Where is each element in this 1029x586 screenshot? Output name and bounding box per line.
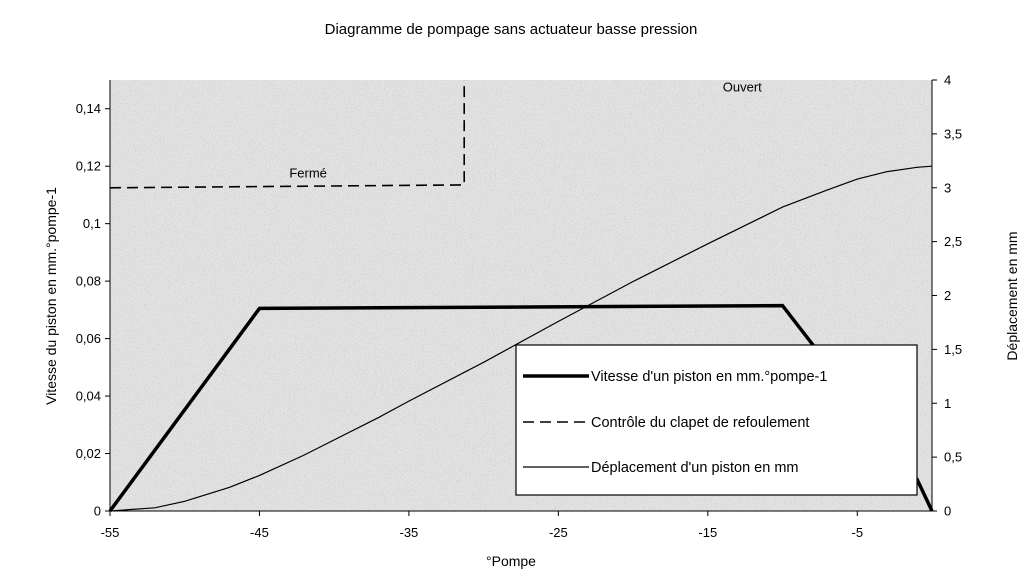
legend-label-clapet: Contrôle du clapet de refoulement — [591, 415, 810, 431]
y-left-tick-label: 0,04 — [75, 388, 101, 404]
legend-label-vitesse: Vitesse d'un piston en mm.°pompe-1 — [591, 369, 828, 385]
y-right-axis-title: Déplacement en mm — [1004, 231, 1020, 361]
chart-title: Diagramme de pompage sans actuateur basse pression — [324, 21, 698, 38]
x-tick-label: -35 — [399, 525, 419, 540]
x-tick-label: -15 — [698, 525, 718, 540]
y-left-tick-label: 0 — [93, 503, 101, 519]
legend-label-deplacement: Déplacement d'un piston en mm — [591, 460, 799, 476]
y-left-axis-title: Vitesse du piston en mm.°pompe-1 — [43, 187, 59, 405]
y-right-tick-label: 2 — [944, 288, 952, 303]
legend — [516, 345, 917, 495]
y-right-tick-label: 0 — [944, 503, 952, 519]
y-right-tick-label: 1,5 — [944, 341, 963, 357]
y-right-tick-label: 3 — [944, 180, 952, 196]
y-right-tick-label: 4 — [944, 72, 952, 88]
x-tick-label: -25 — [548, 525, 568, 540]
x-axis-title: °Pompe — [486, 553, 536, 569]
y-left-tick-label: 0,02 — [75, 446, 101, 462]
annotation-ferme: Fermé — [289, 165, 327, 181]
y-left-tick-label: 0,06 — [75, 331, 101, 347]
x-tick-label: -55 — [100, 525, 120, 540]
y-right-tick-label: 0,5 — [944, 449, 963, 465]
y-right-tick-label: 3,5 — [944, 126, 963, 142]
y-left-tick-label: 0,1 — [82, 216, 101, 232]
y-left-tick-label: 0,08 — [75, 273, 101, 289]
y-left-tick-label: 0,12 — [75, 158, 101, 174]
y-right-tick-label: 1 — [944, 395, 952, 411]
y-left-tick-label: 0,14 — [75, 101, 101, 117]
y-right-tick-label: 2,5 — [944, 234, 963, 250]
x-tick-label: -5 — [851, 525, 864, 540]
annotation-ouvert: Ouvert — [722, 79, 762, 95]
x-tick-label: -45 — [250, 525, 269, 540]
